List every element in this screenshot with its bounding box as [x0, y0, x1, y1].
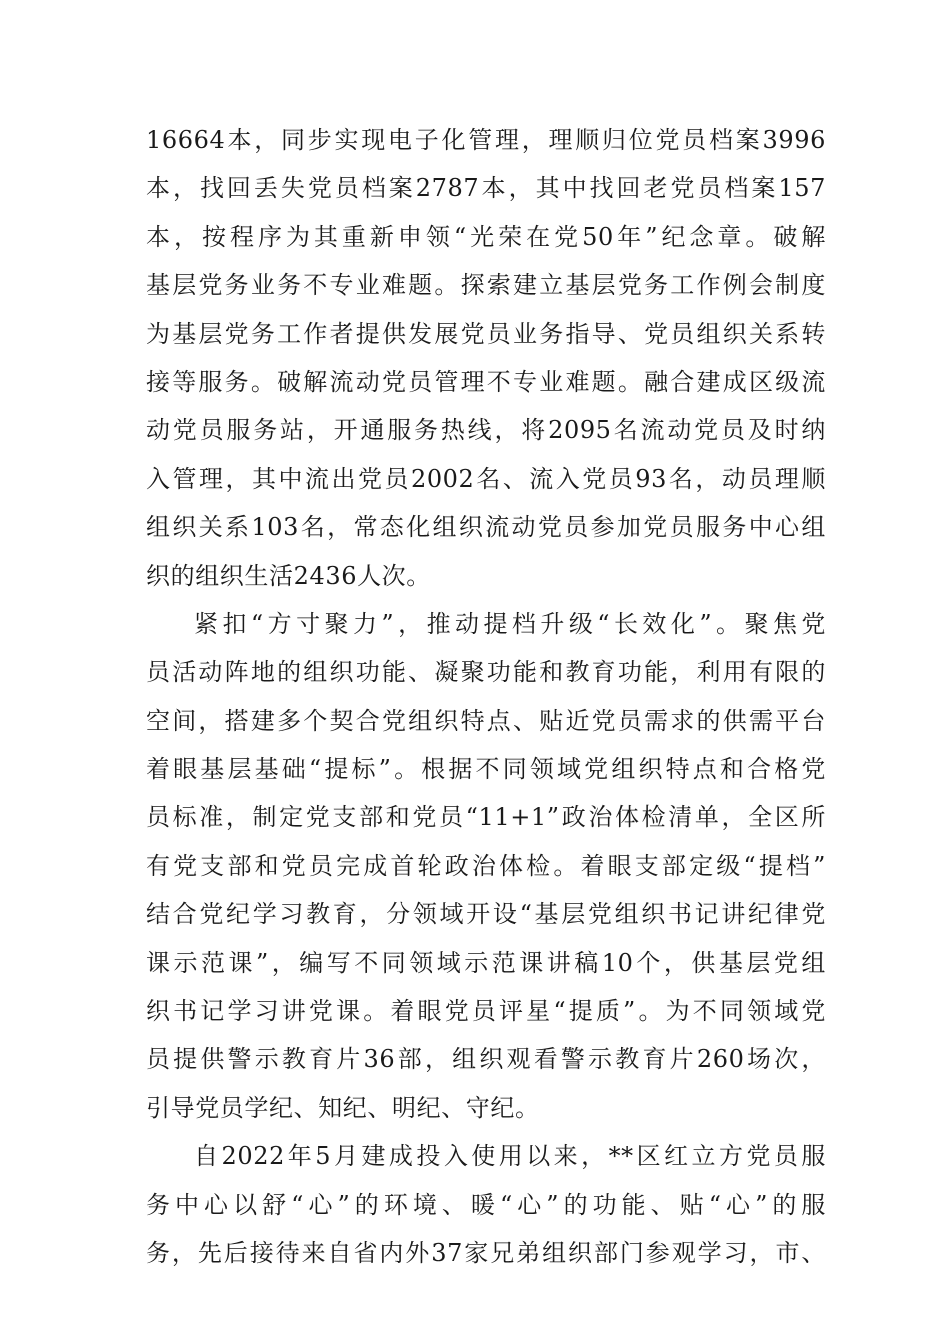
text-line: 引导党员学纪、知纪、明纪、守纪。: [146, 1093, 540, 1122]
text-line: 有党支部和党员完成首轮政治体检。着眼支部定级“提档”: [146, 851, 826, 880]
text-line: 员提供警示教育片36部，组织观看警示教育片260场次，: [146, 1045, 826, 1074]
text-line: 空间，搭建多个契合党组织特点、贴近党员需求的供需平台: [146, 706, 826, 735]
text-line: 员活动阵地的组织功能、凝聚功能和教育功能，利用有限的: [146, 658, 826, 687]
text-line-indent: 紧扣“方寸聚力”，推动提档升级“长效化”。聚焦党: [194, 609, 826, 638]
text-line: 本，按程序为其重新申领“光荣在党50年”纪念章。破解: [146, 222, 826, 251]
body-text: [146, 116, 826, 1277]
text-line: 员标准，制定党支部和党员“11+1”政治体检清单，全区所: [146, 803, 826, 832]
text-line: 本，找回丢失党员档案2787本，其中找回老党员档案157: [146, 174, 826, 203]
text-line: 动党员服务站，开通服务热线，将2095名流动党员及时纳: [146, 416, 826, 445]
text-line: 入管理，其中流出党员2002名、流入党员93名，动员理顺: [146, 464, 826, 493]
text-line: 织的组织生活2436人次。: [146, 561, 431, 590]
text-line: 基层党务业务不专业难题。探索建立基层党务工作例会制度: [146, 271, 826, 300]
text-line: 结合党纪学习教育，分领域开设“基层党组织书记讲纪律党: [146, 900, 826, 929]
text-line: 着眼基层基础“提标”。根据不同领域党组织特点和合格党: [146, 755, 826, 784]
text-line: 组织关系103名，常态化组织流动党员参加党员服务中心组: [146, 513, 826, 542]
text-line: 织书记学习讲党课。着眼党员评星“提质”。为不同领域党: [146, 997, 826, 1026]
text-line: 课示范课”，编写不同领域示范课讲稿10个，供基层党组: [146, 948, 826, 977]
text-line-indent: 自2022年5月建成投入使用以来，**区红立方党员服: [194, 1142, 826, 1171]
text-line: 务，先后接待来自省内外37家兄弟组织部门参观学习，市、: [146, 1238, 826, 1267]
text-line: 16664本，同步实现电子化管理，理顺归位党员档案3996: [146, 126, 826, 154]
text-line: 务中心以舒“心”的环境、暖“心”的功能、贴“心”的服: [146, 1190, 826, 1219]
text-line: 为基层党务工作者提供发展党员业务指导、党员组织关系转: [146, 319, 826, 348]
text-line: 接等服务。破解流动党员管理不专业难题。融合建成区级流: [146, 367, 826, 396]
